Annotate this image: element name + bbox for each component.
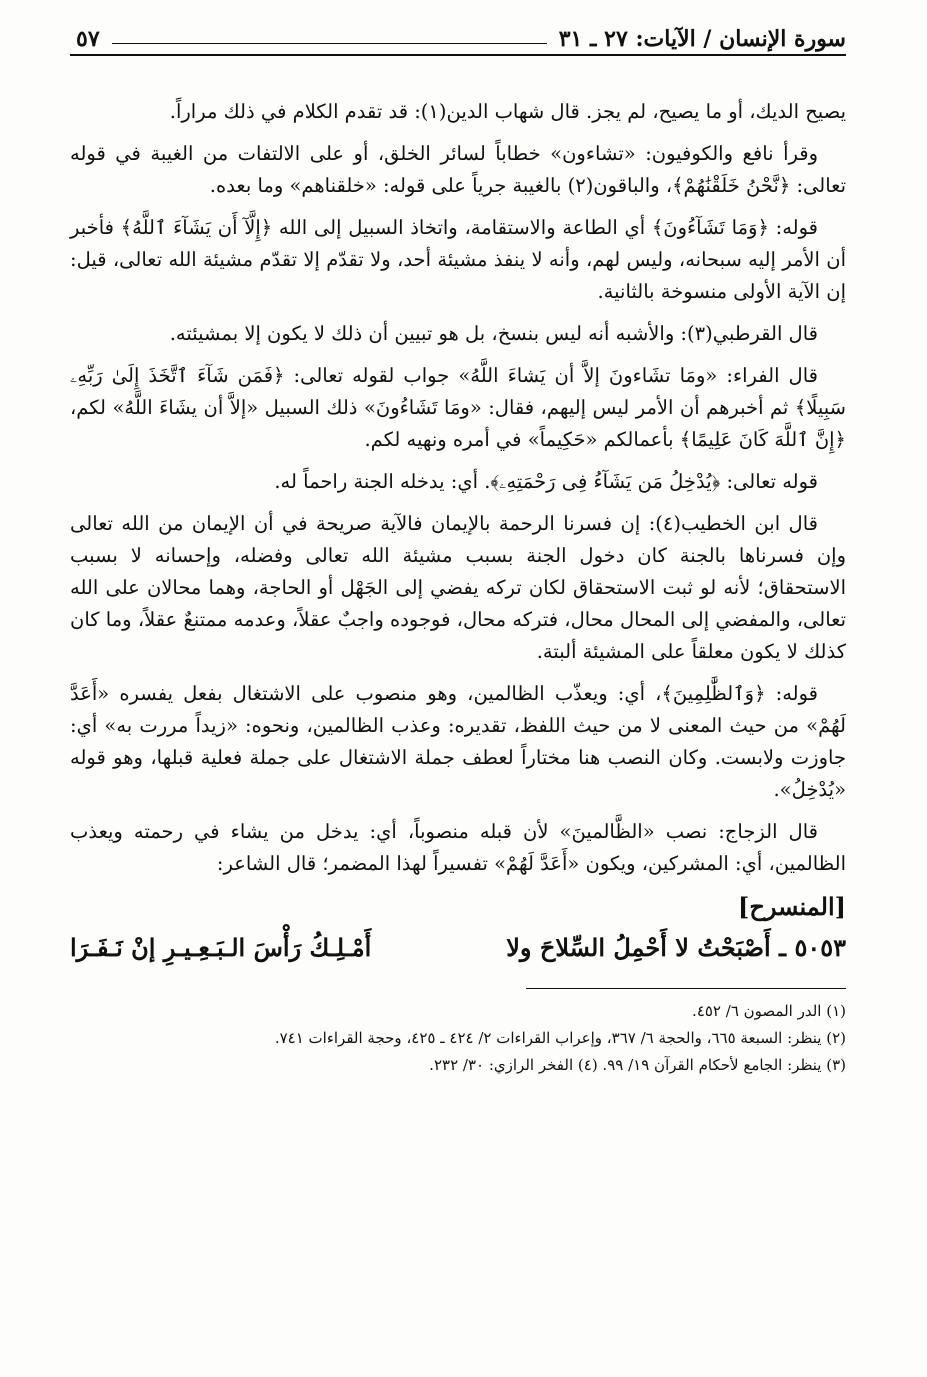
paragraph: قوله تعالى: ﴿يُدْخِلُ مَن يَشَآءُ فِى رَحْمَتِهِۦ﴾. أي: يدخله الجنة راحماً له. (274, 470, 818, 493)
footnote-rule (526, 988, 846, 989)
poem-meter: [المنسرح] (738, 892, 846, 921)
paragraph: قوله: ﴿وَٱلظَّٰلِمِينَ﴾، أي: ويعذّب الظالمين، وهو منصوب على الاشتغال بفعل يفسره «أَعَدَّ لَهُمْ» من حيث المعنى لا من حيث اللفظ، تقديره: وعذب الظالمين، ونحوه: «زيداً مررت به» أي: جاوزت ولابست. وكان النصب هنا مختاراً لعطف جملة الاشتغال على جملة فعلية قبلها، وهو قوله «يُدْخِلُ». (70, 682, 846, 801)
footnotes (70, 999, 846, 1078)
running-header (70, 18, 846, 56)
book-page (70, 18, 846, 1080)
verse-first-text: أَصْبَحْتُ لا أَحْمِلُ السِّلاحَ ولا (506, 933, 771, 962)
poem-verse (70, 933, 846, 962)
chapter-title: سورة الإنسان / الآيات: ٢٧ ـ ٣١ (558, 26, 846, 52)
footnote: (٣) ينظر: الجامع لأحكام القرآن ١٩/ ٩٩. (٤) الفخر الرازي: ٣٠/ ٢٣٢. (429, 1056, 846, 1074)
header-rule (112, 43, 547, 44)
footnote: (٢) ينظر: السبعة ٦٦٥، والحجة ٦/ ٣٦٧، وإعراب القراءات ٢/ ٤٢٤ ـ ٤٢٥، وحجة القراءات ٧٤١. (274, 1029, 846, 1047)
paragraph: قوله: ﴿وَمَا تَشَآءُونَ﴾ أي الطاعة والاستقامة، واتخاذ السبيل إلى الله ﴿إِلَّآ أَن يَشَآءَ ٱللَّهُ﴾ فأخبر أن الأمر إليه سبحانه، وليس لهم، وأنه لا ينفذ مشيئة أحد، ولا تقدّم إلا تقدّم مشيئة الله تعالى، قيل: إن الآية الأولى منسوخة بالثانية. (70, 216, 846, 303)
verse-second-hemistich: أَمْـلِـكُ رَأْسَ الـبَـعِـيـرِ إنْ نَـفَـرَا (70, 933, 372, 962)
paragraph: قال القرطبي(٣): والأشبه أنه ليس بنسخ، بل هو تبيين أن ذلك لا يكون إلا بمشيئته. (169, 322, 818, 345)
verse-number: ٥٠٥٣ ـ (779, 933, 846, 962)
paragraph: قال الزجاج: نصب «الظَّالمينَ» لأن قبله منصوباً، أي: يدخل من يشاء في رحمته ويعذب الظالمين، أي: المشركين، ويكون «أَعَدَّ لَهُمْ» تفسيراً لهذا المضمر؛ قال الشاعر: (70, 820, 846, 875)
verse-first-hemistich (506, 933, 846, 962)
paragraph: يصيح الديك، أو ما يصيح، لم يجز. قال شهاب الدين(١): قد تقدم الكلام في ذلك مراراً. (169, 100, 846, 123)
page-number: ٥٧ (76, 26, 100, 52)
paragraph: وقرأ نافع والكوفيون: «تشاءون» خطاباً لسائر الخلق، أو على الالتفات من الغيبة في قوله تعالى: ﴿نَّحْنُ خَلَقْنَٰهُمْ﴾، والباقون(٢) بالغيبة جرياً على قوله: «خلقناهم» وما بعده. (70, 142, 846, 197)
main-text (70, 96, 846, 962)
paragraph: قال الفراء: «ومَا تشَاءونَ إلاَّ أن يَشاءَ اللَّهُ» جواب لقوله تعالى: ﴿فَمَن شَآءَ ٱتَّخَذَ إِلَىٰ رَبِّهِۦ سَبِيلًا﴾ ثم أخبرهم أن الأمر ليس إليهم، فقال: «ومَا تَشَاءُونَ» ذلك السبيل «إلاَّ أن يشَاءَ اللَّهُ» لكم، ﴿إِنَّ ٱللَّهَ كَانَ عَلِيمًا﴾ بأعمالكم «حَكِيماً» في أمره ونهيه لكم. (70, 364, 846, 451)
paragraph: قال ابن الخطيب(٤): إن فسرنا الرحمة بالإيمان فالآية صريحة في أن الإيمان من الله تعالى وإن فسرناها بالجنة كان دخول الجنة بسبب مشيئة الله تعالى وفضله، وإحسانه لا بسبب الاستحقاق؛ لأنه لو ثبت الاستحقاق لكان تركه يفضي إلى الجَهْل أو الحاجة، وهما محالان على الله تعالى، والمفضي إلى المحال محال، فتركه محال، فوجوده واجبٌ عقلاً، وعدمه ممتنعٌ عقلاً، وما كان كذلك لا يكون معلقاً على المشيئة ألبتة. (70, 512, 846, 663)
footnote: (١) الدر المصون ٦/ ٤٥٢. (692, 1002, 846, 1020)
